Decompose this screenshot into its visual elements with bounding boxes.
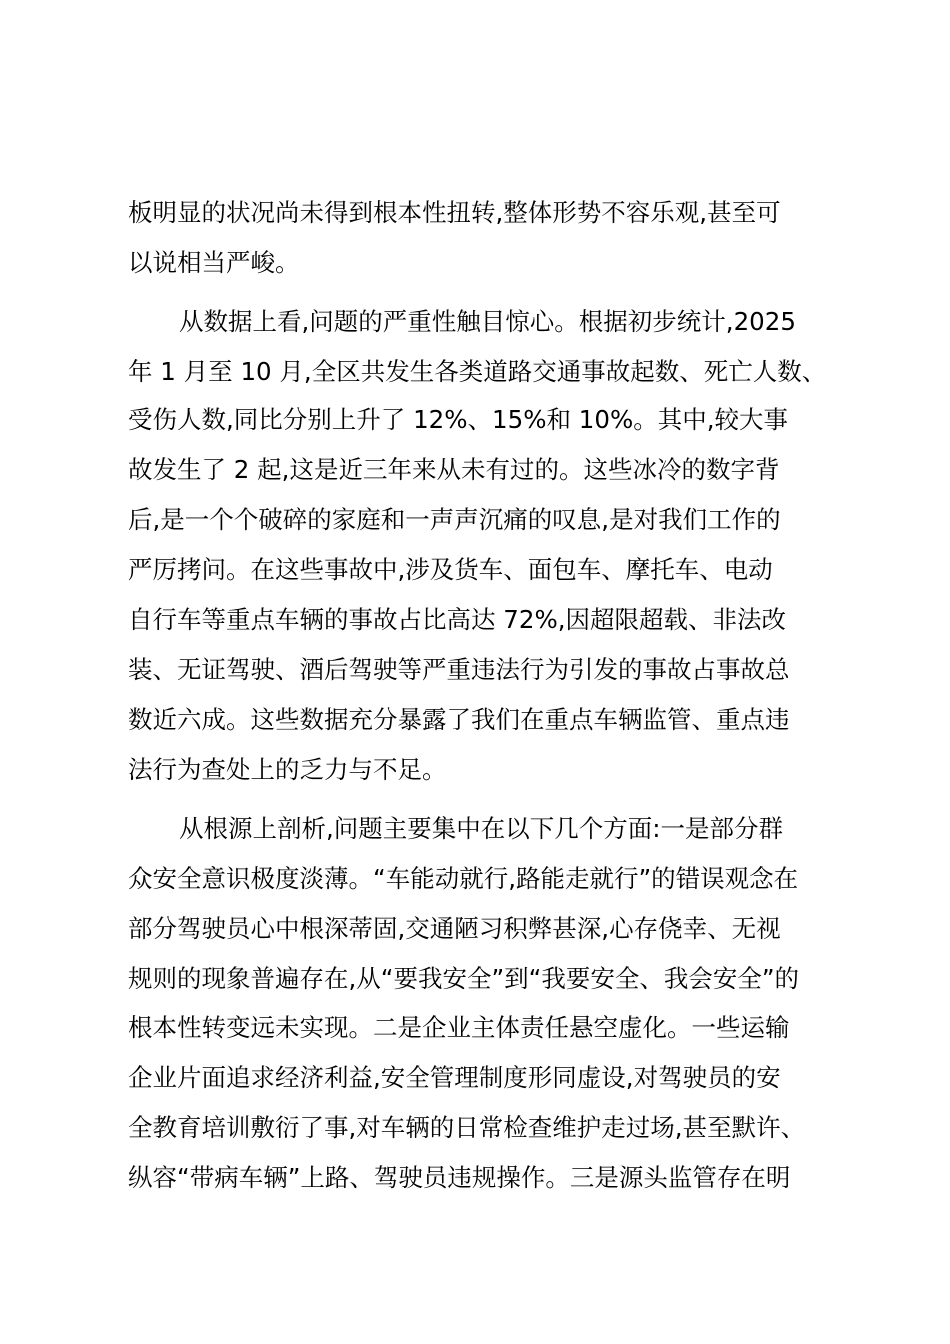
text-line: 全教育培训敷衍了事,对车辆的日常检查维护走过场,甚至默许、 [128,1113,806,1142]
text-line: 后,是一个个破碎的家庭和一声声沉痛的叹息,是对我们工作的 [128,505,781,534]
text-line: 纵容“带病车辆”上路、驾驶员违规操作。三是源头监管存在明 [128,1163,791,1192]
text-line: 部分驾驶员心中根深蒂固,交通陋习积弊甚深,心存侥幸、无视 [128,914,781,943]
text-line: 众安全意识极度淡薄。“车能动就行,路能走就行”的错误观念在 [128,864,799,893]
text-line: 根本性转变远未实现。二是企业主体责任悬空虚化。一些运输 [128,1013,790,1042]
text-line: 板明显的状况尚未得到根本性扭转,整体形势不容乐观,甚至可 [128,198,781,227]
text-line: 规则的现象普遍存在,从“要我安全”到“我要安全、我会安全”的 [128,964,800,993]
text-line: 严厉拷问。在这些事故中,涉及货车、面包车、摩托车、电动 [128,555,773,584]
text-line: 受伤人数,同比分别上升了 12%、15%和 10%。其中,较大事 [128,405,789,434]
text-line: 年 1 月至 10 月,全区共发生各类道路交通事故起数、死亡人数、 [128,357,827,386]
text-line: 从根源上剖析,问题主要集中在以下几个方面:一是部分群 [179,814,784,843]
text-line: 装、无证驾驶、酒后驾驶等严重违法行为引发的事故占事故总 [128,655,790,684]
text-line: 从数据上看,问题的严重性触目惊心。根据初步统计,2025 [179,307,796,336]
text-line: 企业片面追求经济利益,安全管理制度形同虚设,对驾驶员的安 [128,1063,781,1092]
text-line: 故发生了 2 起,这是近三年来从未有过的。这些冰冷的数字背 [128,455,780,484]
text-line: 数近六成。这些数据充分暴露了我们在重点车辆监管、重点违 [128,705,790,734]
text-line: 法行为查处上的乏力与不足。 [128,755,447,784]
text-line: 以说相当严峻。 [128,248,300,277]
text-line: 自行车等重点车辆的事故占比高达 72%,因超限超载、非法改 [128,605,787,634]
